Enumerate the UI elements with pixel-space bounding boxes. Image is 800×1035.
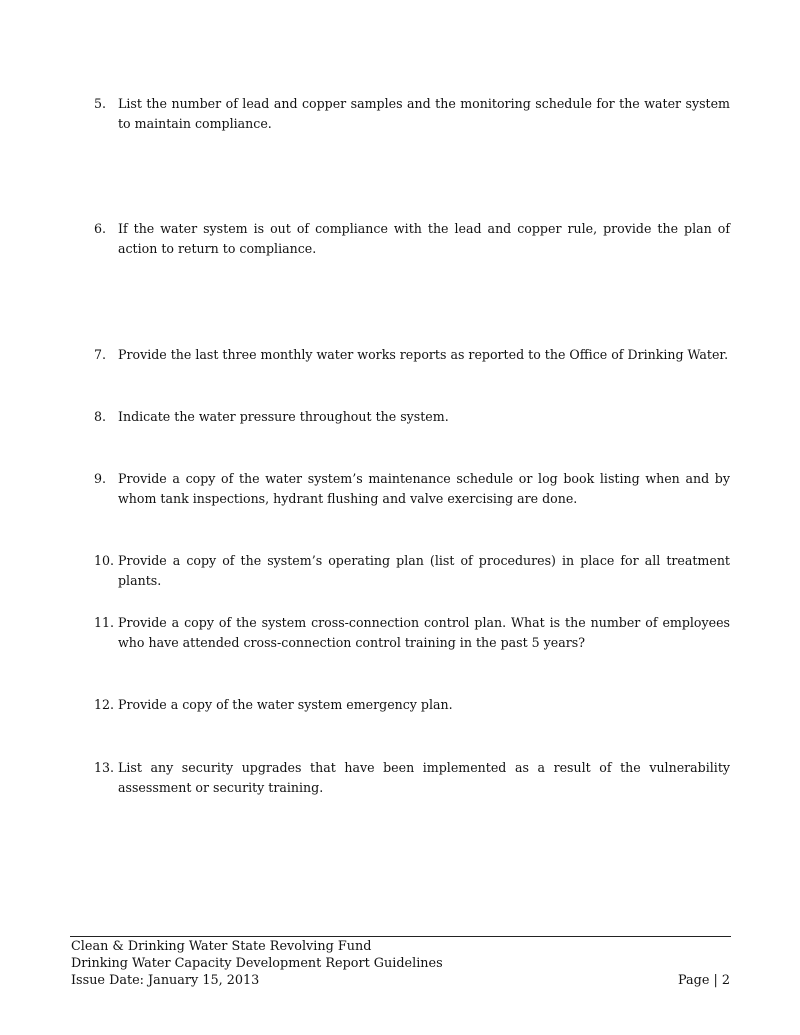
item-text: If the water system is out of compliance with the lead and copper rule, provide the plan of action to return to compliance. xyxy=(118,221,730,256)
list-item-9 xyxy=(94,469,730,508)
item-number: 11. xyxy=(94,615,115,630)
list-item-11 xyxy=(94,613,730,652)
item-number: 13. xyxy=(94,760,115,775)
item-text: List the number of lead and copper samples and the monitoring schedule for the water system to maintain compliance. xyxy=(118,96,730,131)
list-item-5 xyxy=(94,94,730,133)
list-item-6 xyxy=(94,219,730,258)
list-item-7 xyxy=(94,345,730,365)
footer-report-title: Drinking Water Capacity Development Report Guidelines xyxy=(71,956,443,971)
footer-fund-name: Clean & Drinking Water State Revolving Fund xyxy=(71,939,372,954)
item-number: 5. xyxy=(94,96,107,111)
list-item-12 xyxy=(94,695,730,715)
list-item-10 xyxy=(94,551,730,590)
item-text: Provide the last three monthly water works reports as reported to the Office of Drinking Water. xyxy=(118,347,729,362)
list-item-13 xyxy=(94,758,730,797)
item-number: 7. xyxy=(94,347,107,362)
footer-divider xyxy=(70,936,731,937)
item-text: Provide a copy of the system cross-connection control plan. What is the number of employees who have attended cross-connection control training in the past 5 years? xyxy=(118,615,730,650)
list-item-8 xyxy=(94,407,730,427)
item-text: List any security upgrades that have been implemented as a result of the vulnerability assessment or security training. xyxy=(118,760,730,795)
item-number: 10. xyxy=(94,553,115,568)
item-text: Indicate the water pressure throughout the system. xyxy=(118,409,449,424)
item-text: Provide a copy of the water system’s maintenance schedule or log book listing when and by whom tank inspections, hydrant flushing and valve exercising are done. xyxy=(118,471,730,506)
page-number: Page | 2 xyxy=(677,973,730,988)
page-footer xyxy=(71,938,730,989)
item-number: 8. xyxy=(94,409,107,424)
item-number: 9. xyxy=(94,471,107,486)
item-text: Provide a copy of the water system emergency plan. xyxy=(118,697,453,712)
item-text: Provide a copy of the system’s operating plan (list of procedures) in place for all treatment plants. xyxy=(118,553,730,588)
item-number: 6. xyxy=(94,221,107,236)
item-number: 12. xyxy=(94,697,115,712)
footer-issue-date: Issue Date: January 15, 2013 xyxy=(71,973,260,988)
